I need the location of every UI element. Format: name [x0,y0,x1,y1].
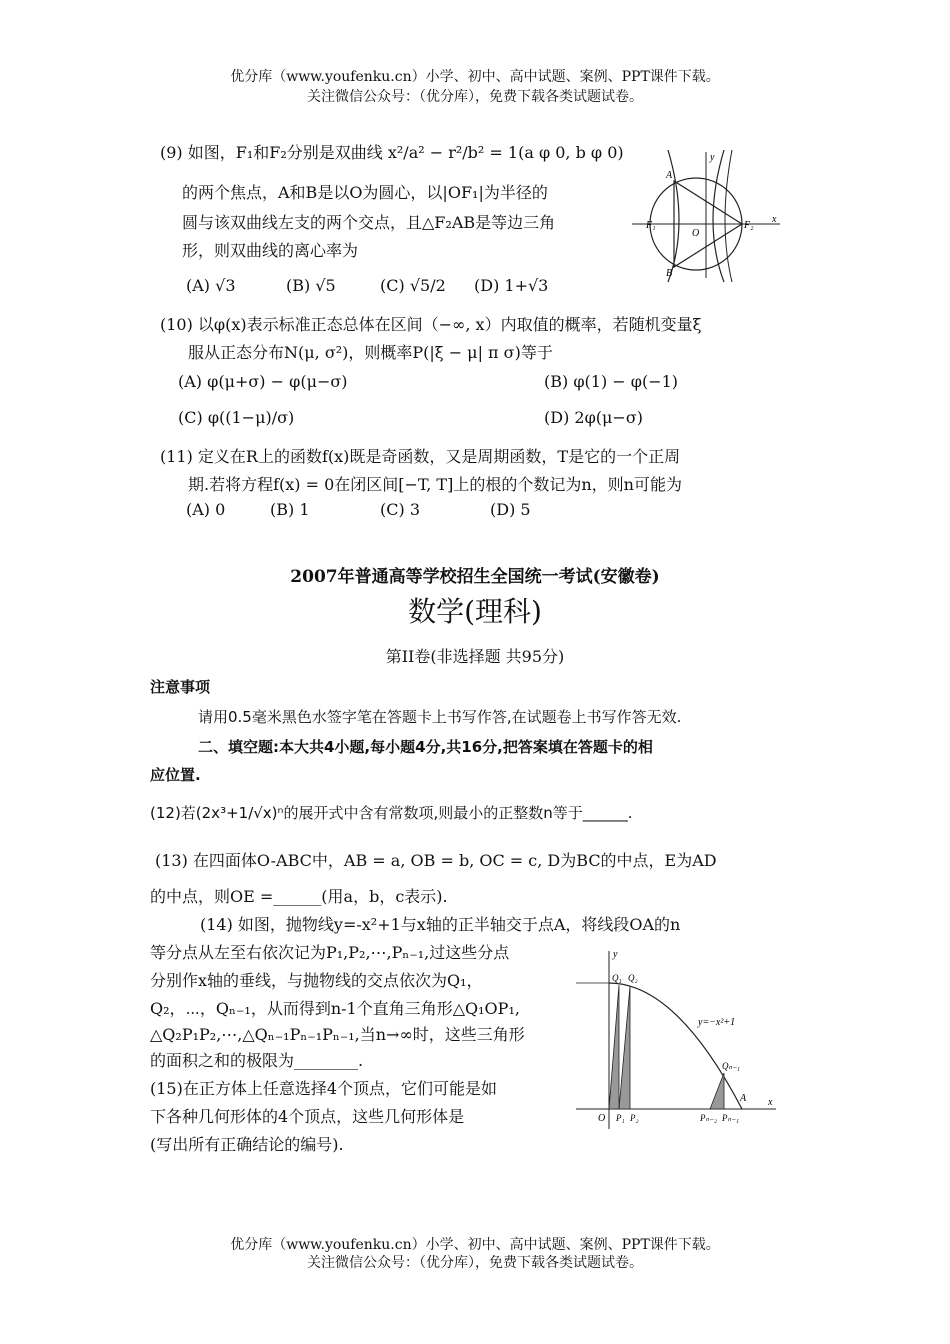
q9-label-F2: F₂ [744,220,754,231]
q14-triangle-n [710,1073,724,1109]
q9-option-c: (C) √5/2 [380,276,446,295]
q15-line3: (写出所有正确结论的编号). [150,1135,344,1154]
subject-title: 数学(理科) [408,595,542,628]
q14-label-x: x [768,1097,773,1108]
q9-label-x: x [772,214,777,225]
notice-title: 注意事项 [150,678,211,696]
q14-curve-label: y=−x²+1 [698,1017,736,1028]
q10-option-b: (B) φ(1) − φ(−1) [544,372,679,391]
q14-line2: 等分点从左至右依次记为P₁,P₂,⋯,Pₙ₋₁,过这些分点 [150,943,510,962]
q12-text: (12)若(2x³+1/√x)ⁿ的展开式中含有常数项,则最小的正整数n等于______. [150,804,633,822]
q11-line2: 期.若将方程f(x) = 0在闭区间[−T, T]上的根的个数记为n，则n可能为 [188,475,682,494]
fill-blank-heading-line1: 二、填空题:本大共4小题,每小题4分,共16分,把答案填在答题卡的相 [198,738,653,756]
q9-hyperbola-figure [632,148,782,283]
q10-option-c: (C) φ((1−μ)/σ) [178,408,295,427]
q9-option-b: (B) √5 [286,276,336,295]
q14-label-y: y [613,949,618,960]
q14-label-O: O [598,1113,606,1124]
q14-parabola-figure [572,945,782,1135]
q14-line6: 的面积之和的极限为________. [150,1051,364,1070]
q14-label-Q2: Q₂ [628,973,638,983]
q14-label-P2: P₂ [630,1113,639,1123]
page-header-line1: 优分库（www.youfenku.cn）小学、初中、高中试题、案例、PPT课件下载。 [230,69,720,85]
q9-option-a: (A) √3 [186,276,236,295]
q11-option-c: (C) 3 [380,500,420,519]
exam-title: 2007年普通高等学校招生全国统一考试(安徽卷) [290,567,660,587]
q9-option-d: (D) 1+√3 [474,276,549,295]
page-header-line2: 关注微信公众号：（优分库），免费下载各类试题试卷。 [307,89,643,105]
q14-label-P1: P₁ [616,1113,625,1123]
q14-label-A: A [740,1093,747,1104]
q13-line1: (13) 在四面体O-ABC中，AB = a, OB = b, OC = c, D为BC的中点，E为AD [155,851,717,870]
q10-option-a: (A) φ(μ+σ) − φ(μ−σ) [178,372,348,391]
q9-label-A: A [666,170,673,181]
q15-line2: 下各种几何形体的4个顶点，这些几何形体是 [150,1107,465,1126]
q9-label-F1: F₁ [646,220,656,231]
q14-label-Qn1: Qₙ₋₁ [722,1061,740,1071]
fill-blank-heading-line2: 应位置. [150,766,201,784]
q13-line2: 的中点，则OE =______(用a，b，c表示). [150,887,448,906]
page-footer-line1: 优分库（www.youfenku.cn）小学、初中、高中试题、案例、PPT课件下载。 [230,1237,720,1253]
q14-line3: 分别作x轴的垂线，与抛物线的交点依次为Q₁， [150,971,483,990]
q10-line1: (10) 以φ(x)表示标准正态总体在区间（−∞, x）内取值的概率，若随机变量ξ [160,315,702,334]
q14-line4: Q₂，⋯，Qₙ₋₁，从而得到n-1个直角三角形△Q₁OP₁, [150,999,520,1018]
q9-label-y: y [710,152,715,163]
q15-line1: (15)在正方体上任意选择4个顶点，它们可能是如 [150,1079,498,1098]
q14-triangle-2 [619,986,630,1109]
q14-line5: △Q₂P₁P₂,⋯,△Qₙ₋₁Pₙ₋₁Pₙ₋₁,当n→∞时，这些三角形 [150,1025,525,1044]
q9-line1: (9) 如图，F₁和F₂分别是双曲线 x²/a² − r²/b² = 1(a φ 0, b φ 0) [160,143,624,162]
q14-label-Q1: Q₁ [612,973,622,983]
volume-title: 第II卷(非选择题 共95分) [385,647,565,666]
q11-option-d: (D) 5 [490,500,531,519]
q14-label-Pn1: Pₙ₋₁ [722,1113,739,1123]
q14-line1: (14) 如图，抛物线y=-x²+1与x轴的正半轴交于点A，将线段OA的n [200,915,681,934]
q9-line4: 形，则双曲线的离心率为 [182,241,359,260]
q14-label-Pn2: Pₙ₋₂ [700,1113,717,1123]
q11-option-b: (B) 1 [270,500,310,519]
q9-line2: 的两个焦点，A和B是以O为圆心，以|OF₁|为半径的 [182,183,548,202]
q11-line1: (11) 定义在R上的函数f(x)既是奇函数，又是周期函数，T是它的一个正周 [160,447,681,466]
page-footer-line2: 关注微信公众号：（优分库），免费下载各类试题试卷。 [307,1255,643,1271]
q9-line3: 圆与该双曲线左支的两个交点，且△F₂AB是等边三角 [182,213,556,232]
q10-line2: 服从正态分布N(μ, σ²)，则概率P(|ξ − μ| π σ)等于 [188,343,553,362]
q11-option-a: (A) 0 [186,500,226,519]
q9-label-O: O [692,228,700,239]
q9-label-B: B [666,268,673,279]
q14-triangle-1 [609,985,619,1109]
q10-option-d: (D) 2φ(μ−σ) [544,408,643,427]
notice-text: 请用0.5毫米黑色水签字笔在答题卡上书写作答,在试题卷上书写作答无效. [198,708,682,726]
